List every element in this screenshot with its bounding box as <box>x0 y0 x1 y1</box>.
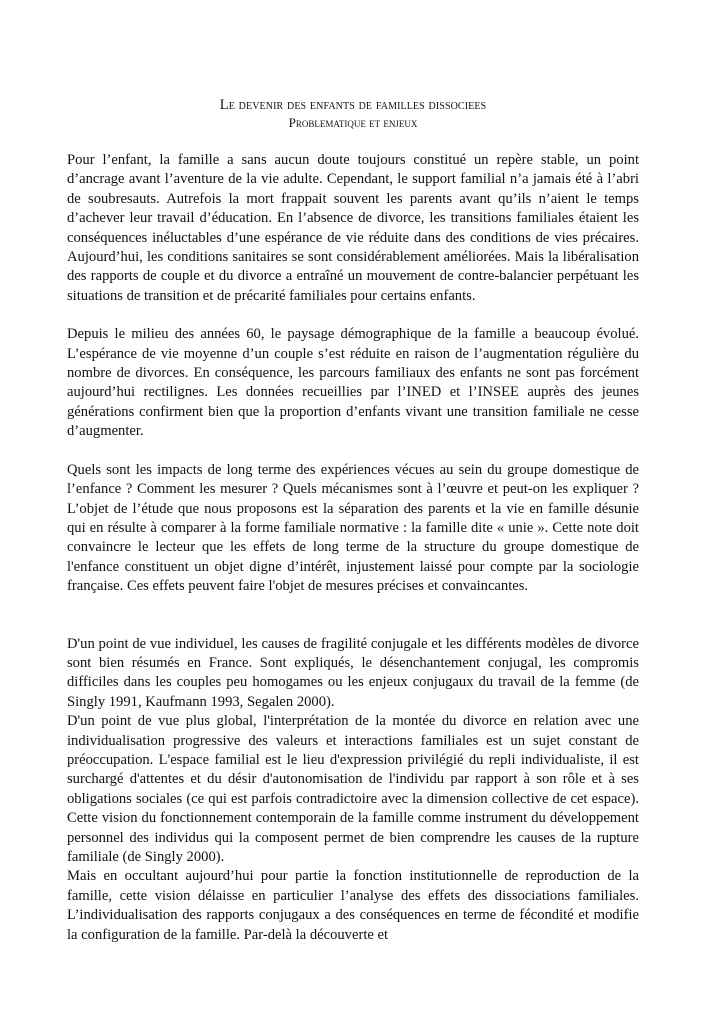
spacer <box>67 306 639 325</box>
paragraph-4: D'un point de vue individuel, les causes de fragilité conjugale et les différents modèles de divorce sont bien résumés en France. Sont expliqués, le désenchantement conjugal, les compromis difficiles dans les couples peu homogames ou les enjeux conjugaux du travail de la femme (de Singly 1991, Kaufmann 1993, Segalen 2000). <box>67 635 639 710</box>
paragraph-6: Mais en occultant aujourd’hui pour partie la fonction institutionnelle de reproduction de la famille, cette vision délaisse en particulier l’analyse des effets des dissociations familiales. L’individualisation des rapports conjugaux a des conséquences en terme de fécondité et modifie la configuration de la famille. Par-delà la découverte et <box>67 868 639 943</box>
document-page <box>67 96 639 945</box>
spacer <box>67 597 639 635</box>
document-subtitle: Problematique et enjeux <box>288 115 418 130</box>
paragraph-3: Quels sont les impacts de long terme des expériences vécues au sein du groupe domestique de l’enfance ? Comment les mesurer ? Quels mécanismes sont à l’œuvre et peut-on les expliquer ? L’objet de l’étude que nous proposons est la séparation des parents et la vie en famille désunie qui en résulte à comparer à la forme familiale normative : la famille dite « unie ». Cette note doit convaincre le lecteur que les effets de long terme de la structure du groupe domestique de l'enfance constituent un objet digne d’intérêt, injustement laissé pour compte par la sociologie française. Ces effets peuvent faire l'objet de mesures précises et convaincantes. <box>67 461 639 595</box>
document-title: Le devenir des enfants de familles dissociees <box>219 97 487 113</box>
spacer <box>67 132 639 151</box>
spacer <box>67 442 639 461</box>
paragraph-2: Depuis le milieu des années 60, le paysage démographique de la famille a beaucoup évolué. L’espérance de vie moyenne d’un couple s’est réduite en raison de l’augmentation régulière du nombre de divorces. En conséquence, les parcours familiaux des enfants ne sont pas forcément aujourd’hui rectilignes. Les données recueillies par l’INED et l’INSEE auprès des jeunes générations confirment bien que la proportion d’enfants vivant une transition familiale ne cesse d’augmenter. <box>67 326 639 440</box>
paragraph-5: D'un point de vue plus global, l'interprétation de la montée du divorce en relation avec une individualisation progressive des valeurs et interactions familiales est un sujet constant de préoccupation. L'espace familial est le lieu d'expression privilégié du repli individualiste, il est surchargé d'attentes et du désir d'autonomisation de l'individu par rapport à son rôle et à ses obligations sociales (ce qui est parfois contradictoire avec la dimension collective de cet espace). Cette vision du fonctionnement contemporain de la famille comme instrument du développement personnel des individus qui la composent permet de bien comprendre les causes de la rupture familiale (de Singly 2000). <box>67 713 639 865</box>
paragraph-1: Pour l’enfant, la famille a sans aucun doute toujours constitué un repère stable, un point d’ancrage avant l’aventure de la vie adulte. Cependant, le support familial n’a jamais été à l’abri de soubresauts. Autrefois la mort frappait souvent les parents avant qu’ils n’aient le temps d’achever leur travail d’éducation. En l’absence de divorce, les transitions familiales étaient les conséquences inéluctables d’une espérance de vie réduite dans des conditions de vies précaires. Aujourd’hui, les conditions sanitaires se sont considérablement améliorées. Mais la libéralisation des rapports de couple et du divorce a entraîné un mouvement de contre-balancier perpétuant les situations de transition et de précarité familiales pour certains enfants. <box>67 152 639 304</box>
